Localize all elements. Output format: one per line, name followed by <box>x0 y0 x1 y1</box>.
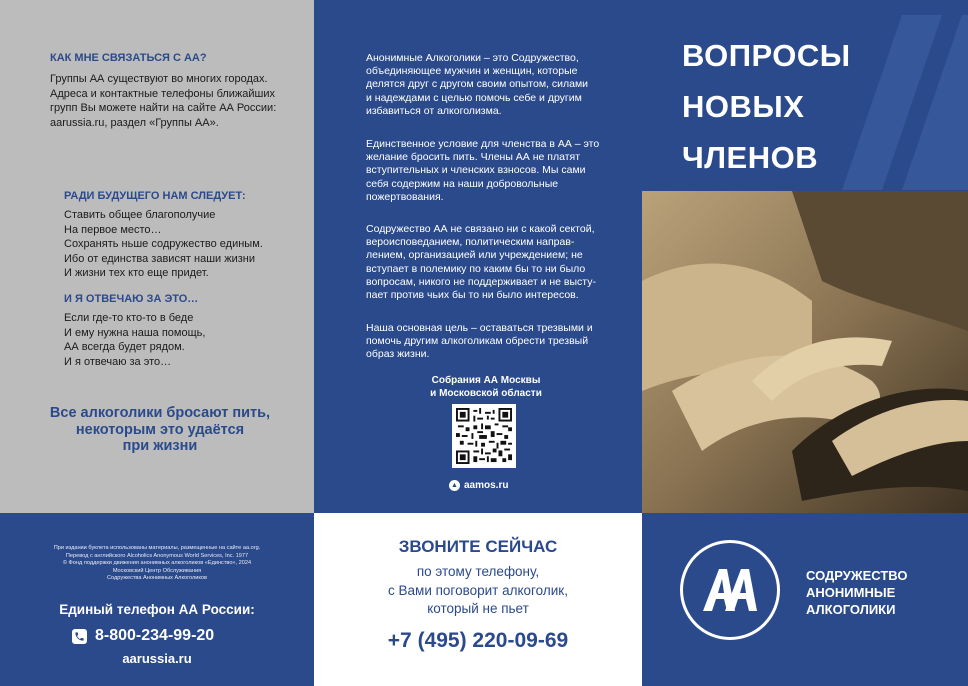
future-line: Ибо от единства зависят наши жизни <box>64 252 255 265</box>
paragraph-line: вступительных и членских взносов. Мы сами <box>366 164 586 177</box>
qr-code-icon <box>456 408 512 464</box>
russia-phone-number: 8-800-234-99-20 <box>95 627 215 644</box>
paragraph-line: желание бросить пить. Члены АА не платят <box>366 151 581 164</box>
aa-logo-icon <box>683 543 777 637</box>
aarussia-link[interactable]: aarussia.ru <box>122 651 192 666</box>
responsibility-line: Если где-то кто-то в беде <box>64 312 194 324</box>
about-paragraph-4 <box>366 322 606 362</box>
future-line: И жизни тех кто еще придет. <box>64 267 209 279</box>
paragraph-line: пает против чьих бы то ни было интересов. <box>366 289 579 302</box>
hands-photo <box>642 191 968 513</box>
responsibility-line: АА всегда будет рядом. <box>64 341 185 353</box>
slogan-line: Все алкоголики бросают пить, <box>49 405 271 421</box>
paragraph-line: делятся друг с другом своим опытом, силами <box>366 78 589 91</box>
credits-line: Московский Центр Обслуживания <box>112 567 202 574</box>
contact-line: групп Вы можете найти на сайте АА России: <box>50 102 277 114</box>
credits <box>30 545 284 583</box>
responsibility-text <box>64 311 205 369</box>
about-paragraph-1 <box>366 52 606 118</box>
future-line: Ставить общее благополучие <box>64 209 216 221</box>
contact-line: aarussia.ru, раздел «Группы АА». <box>50 116 219 129</box>
russia-phone[interactable] <box>72 627 214 645</box>
cover-panel <box>642 0 968 513</box>
credits-line: © Фонд поддержки движения анонимных алкоголиков «Единство», 2024 <box>62 560 252 566</box>
about-paragraph-2 <box>366 138 606 204</box>
future-line: На первое место… <box>64 223 162 236</box>
contact-heading: КАК МНЕ СВЯЗАТЬСЯ С АА? <box>50 52 207 64</box>
call-heading: ЗВОНИТЕ СЕЙЧАС <box>398 537 558 556</box>
cover-title <box>682 30 851 183</box>
future-text <box>64 208 263 281</box>
paragraph-line: себя содержим на наши добровольные <box>366 177 559 190</box>
meetings-heading <box>366 374 606 400</box>
org-name-line: СОДРУЖЕСТВО <box>806 568 908 583</box>
call-text <box>314 563 642 619</box>
paragraph-line: избавиться от алкоголизма. <box>366 104 502 117</box>
paragraph-line: Анонимные Алкоголики – это Содружество, <box>366 52 579 64</box>
aamos-link[interactable] <box>449 480 508 491</box>
cover-title-line: НОВЫХ <box>682 89 805 124</box>
paragraph-line: вступает в полемику по каким бы то ни было <box>366 262 586 275</box>
call-line: с Вами поговорит алкоголик, <box>388 582 568 598</box>
aa-logo <box>680 540 780 640</box>
paragraph-line: Наша основная цель – оставаться трезвыми и <box>366 322 593 334</box>
aamos-site-text: aamos.ru <box>464 480 509 491</box>
contact-line: Группы АА существуют во многих городах. <box>50 73 268 85</box>
paragraph-line: помочь другим алкоголикам обрести трезвый <box>366 335 589 348</box>
credits-line: При издании буклета использованы материалы, размещенные на сайте aa.org. <box>53 545 261 551</box>
org-name <box>806 567 907 618</box>
meetings-line: Собрания АА Москвы <box>431 375 541 386</box>
credits-line: Перевод с английского Alcoholics Anonymous World Services, Inc. 1977 <box>65 552 249 559</box>
slogan-line: при жизни <box>122 438 198 454</box>
paragraph-line: лением, организацией или учреждением; не <box>366 249 583 262</box>
call-line: который не пьет <box>427 601 529 616</box>
paragraph-line: пожертвования. <box>366 190 444 203</box>
paragraph-line: объединяющее мужчин и женщин, которые <box>366 65 578 78</box>
paragraph-line: и надеждами с целью помочь себе и другим <box>366 91 582 104</box>
paragraph-line: вероисповеданием, политическим направ- <box>366 236 575 249</box>
future-line: Сохранять ньше содружество единым. <box>64 238 263 250</box>
org-name-line: АНОНИМНЫЕ <box>806 585 896 600</box>
phone-icon <box>72 629 87 644</box>
org-panel <box>642 513 968 686</box>
moscow-phone-number[interactable]: +7 (495) 220-09-69 <box>387 629 569 652</box>
contact-text <box>50 72 290 130</box>
paragraph-line: вопросам, никого не поддерживает и не высту- <box>366 275 596 288</box>
slogan <box>30 405 290 455</box>
responsibility-line: И ему нужна наша помощь, <box>64 326 206 339</box>
phone-panel <box>0 513 314 686</box>
phone-heading: Единый телефон АА России: <box>59 602 255 617</box>
meetings-line: и Московской области <box>430 388 542 399</box>
cover-title-line: ЧЛЕНОВ <box>682 140 819 175</box>
qr-code[interactable] <box>452 404 516 468</box>
call-panel <box>314 513 642 686</box>
contact-line: Адреса и контактные телефоны ближайших <box>50 87 276 100</box>
paragraph-line: Единственное условие для членства в АА – это <box>366 138 600 150</box>
credits-line: Содружества Анонимных Алкоголиков <box>107 575 207 581</box>
org-name-line: АЛКОГОЛИКИ <box>806 602 896 617</box>
paragraph-line: образ жизни. <box>366 348 430 361</box>
paragraph-line: Содружество АА не связано ни с какой сектой, <box>366 223 595 235</box>
responsibility-line: И я отвечаю за это… <box>64 355 172 368</box>
about-paragraph-3 <box>366 223 606 302</box>
cover-title-line: ВОПРОСЫ <box>682 38 851 73</box>
call-line: по этому телефону, <box>416 564 540 579</box>
aa-circle-icon: ▲ <box>449 480 460 491</box>
future-heading: РАДИ БУДУЩЕГО НАМ СЛЕДУЕТ: <box>64 190 246 202</box>
responsibility-heading: И Я ОТВЕЧАЮ ЗА ЭТО… <box>64 293 199 305</box>
contact-panel <box>0 0 314 513</box>
slogan-line: некоторым это удаётся <box>75 421 245 438</box>
